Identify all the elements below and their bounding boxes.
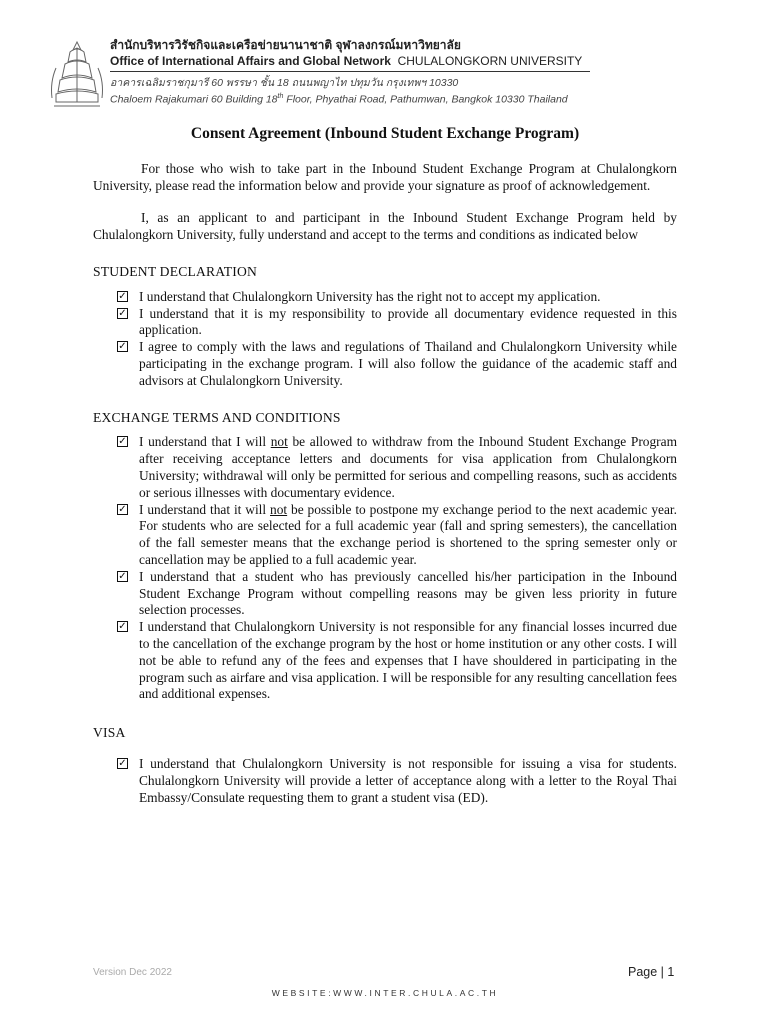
- underlined-not: not: [270, 434, 288, 450]
- letterhead-text: [110, 38, 590, 107]
- checked-checkbox-icon: ✓: [118, 307, 127, 319]
- list-item-text: I understand that Chulalongkorn University has the right not to accept my application.: [139, 288, 601, 304]
- list-item-text-post: be allowed to withdraw from the Inbound Student Exchange Program after receiving acceptance letters and documents for visa application from Chulalongkorn University; withdrawal will only be permitted for serious and compelling reasons, such as accidents or serious illnesses with documentary evidence.: [139, 434, 677, 500]
- website-footer: WEBSITE:WWW.INTER.CHULA.AC.TH: [271, 988, 499, 998]
- address-english-part1: Chaloem Rajakumari 60 Building 18: [110, 93, 278, 106]
- list-item: [117, 619, 677, 703]
- org-name-thai: สำนักบริหารวิรัชกิจและเครือข่ายนานาชาติ จุฬาลงกรณ์มหาวิทยาลัย: [110, 38, 461, 52]
- list-item: [117, 756, 677, 806]
- list-item: [117, 502, 677, 569]
- address-english-part2: Floor, Phyathai Road, Pathumwan, Bangkok 10330 Thailand: [283, 93, 568, 106]
- letterhead: [48, 38, 588, 114]
- checked-checkbox-icon: ✓: [118, 503, 127, 515]
- document-title: Consent Agreement (Inbound Student Exchange Program): [190, 125, 580, 142]
- list-item: [117, 569, 677, 619]
- version-label: Version Dec 2022: [93, 967, 172, 978]
- checked-checkbox-icon: ✓: [118, 341, 127, 353]
- visa-list: [117, 756, 677, 806]
- org-name-english: [110, 53, 590, 72]
- section-heading-visa: VISA: [93, 725, 126, 741]
- list-item-text: I understand that a student who has previously cancelled his/her participation in the Inbound Student Exchange Program without compelling reasons may be given less priority in future selection processes.: [139, 568, 677, 618]
- list-item-text: I agree to comply with the laws and regulations of Thailand and Chulalongkorn University while participating in the exchange program. I will also follow the guidance of the academic staff and advisors at Chulalongkorn University.: [139, 339, 677, 388]
- checked-checkbox-icon: ✓: [118, 621, 127, 633]
- org-university-name: CHULALONGKORN UNIVERSITY: [397, 54, 583, 68]
- list-item-text: I understand that Chulalongkorn University is not responsible for any financial losses incurred due to the cancellation of the exchange program by the host or home institution or any other costs. I will not be able to refund any of the fees and expenses that I have shouldered in participating in the program such as airfare and visa application. I will be responsible for any resulting cancellation fees and additional expenses.: [139, 619, 677, 702]
- section-heading-student-declaration: STUDENT DECLARATION: [93, 263, 258, 279]
- list-item-text-pre: I understand that it will: [139, 501, 271, 517]
- list-item: [117, 306, 677, 340]
- checked-checkbox-icon: ✓: [118, 757, 127, 769]
- document-body: [93, 126, 677, 806]
- page-number: Page | 1: [628, 965, 675, 979]
- intro-paragraph: For those who wish to take part in the Inbound Student Exchange Program at Chulalongkorn University, please read the information below and provide your signature as proof of acknowledgement.: [93, 160, 677, 193]
- checked-checkbox-icon: ✓: [118, 570, 127, 582]
- chulalongkorn-seal-icon: [48, 38, 106, 110]
- list-item-text-pre: I understand that I will: [139, 434, 271, 450]
- list-item: [117, 434, 677, 501]
- list-item-text: I understand that Chulalongkorn University is not responsible for issuing a visa for students. Chulalongkorn University will provide a letter of acceptance along with a letter to the Royal Thai Embassy/Consulate requesting them to grant a student visa (ED).: [139, 755, 677, 805]
- checked-checkbox-icon: ✓: [118, 290, 127, 302]
- address-english-sup: th: [277, 93, 284, 100]
- address-english: [110, 90, 590, 107]
- list-item-text: I understand that it is my responsibility to provide all documentary evidence requested in this application.: [139, 305, 677, 338]
- underlined-not: not: [270, 501, 288, 517]
- list-item: [117, 289, 677, 306]
- student-declaration-list: [117, 289, 677, 390]
- checked-checkbox-icon: ✓: [118, 436, 127, 448]
- org-office-name: Office of International Affairs and Global Network: [110, 54, 391, 68]
- list-item: [117, 339, 677, 389]
- exchange-terms-list: [117, 434, 677, 703]
- list-item-text-post: be possible to postpone my exchange period to the next academic year. For students who are selected for a full academic year (fall and spring semesters), the cancellation of the fall semester means that the exchange period is shortened to the spring semester only or cancellation may be applied to a full academic year.: [139, 501, 677, 567]
- address-thai: อาคารเฉลิมราชกุมารี 60 พรรษา ชั้น 18 ถนนพญาไท ปทุมวัน กรุงเทพฯ 10330: [110, 77, 459, 89]
- section-heading-exchange-terms: EXCHANGE TERMS AND CONDITIONS: [93, 409, 341, 425]
- applicant-statement: I, as an applicant to and participant in the Inbound Student Exchange Program held by Chulalongkorn University, fully understand and accept to the terms and conditions as indicated below: [93, 210, 677, 243]
